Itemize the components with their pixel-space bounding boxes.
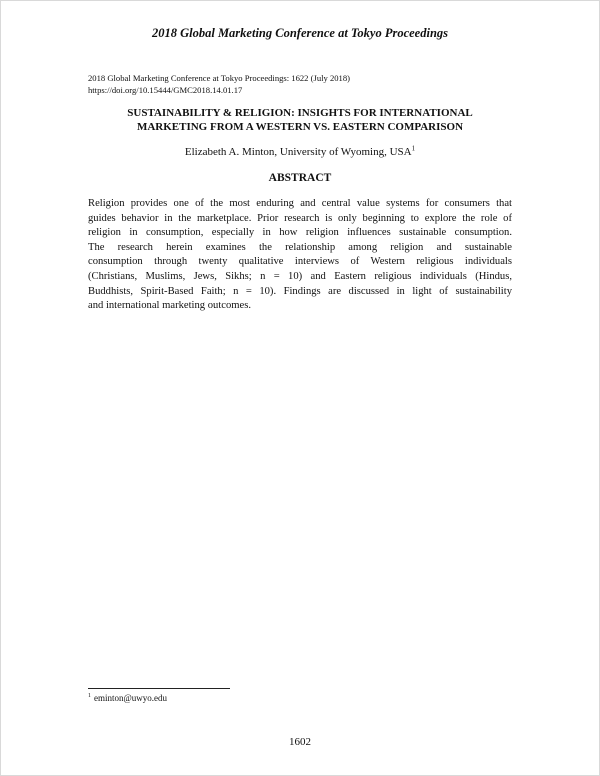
citation-line: 2018 Global Marketing Conference at Tokyo Proceedings: 1622 (July 2018) xyxy=(88,73,351,83)
citation-block xyxy=(88,72,528,96)
footnote-divider xyxy=(88,688,230,689)
abstract-line: and international marketing outcomes. xyxy=(88,300,251,312)
abstract-line: religion in consumption, especially in how religion influences sustainable consumption. xyxy=(88,227,512,239)
author-name: Elizabeth A. Minton, University of Wyoming, USA xyxy=(184,146,412,158)
abstract-line: guides behavior in the marketplace. Prior research is only beginning to explore the role of xyxy=(88,212,512,224)
abstract-line: Buddhists, Spirit-Based Faith; n = 10). Findings are discussed in light of sustainability xyxy=(88,285,512,297)
paper-title-line-1: SUSTAINABILITY & RELIGION: INSIGHTS FOR INTERNATIONAL xyxy=(127,107,473,119)
abstract-line: (Christians, Muslims, Jews, Sikhs; n = 10) and Eastern religious individuals (Hindus, xyxy=(88,270,512,282)
paper-title xyxy=(60,106,540,134)
abstract-line: The research herein examines the relationship among religion and sustainable xyxy=(88,241,512,253)
doi-link[interactable]: https://doi.org/10.15444/GMC2018.14.01.17 xyxy=(88,85,243,95)
author-line xyxy=(0,146,600,158)
abstract-line: Religion provides one of the most enduring and central value systems for consumers that xyxy=(88,198,512,209)
footnote-mark: 1 xyxy=(88,693,91,699)
paper-title-line-2: MARKETING FROM A WESTERN VS. EASTERN COMPARISON xyxy=(136,121,464,133)
abstract-heading: ABSTRACT xyxy=(268,172,332,184)
author-footnote-mark: 1 xyxy=(411,144,416,153)
running-header: 2018 Global Marketing Conference at Tokyo Proceedings xyxy=(151,26,449,40)
footnote xyxy=(88,693,167,703)
abstract-line: consumption through twenty qualitative interviews of Western religious individuals xyxy=(88,256,512,268)
abstract-body xyxy=(88,197,512,314)
page-number: 1602 xyxy=(289,736,311,748)
footnote-email[interactable]: eminton@uwyo.edu xyxy=(94,693,168,703)
